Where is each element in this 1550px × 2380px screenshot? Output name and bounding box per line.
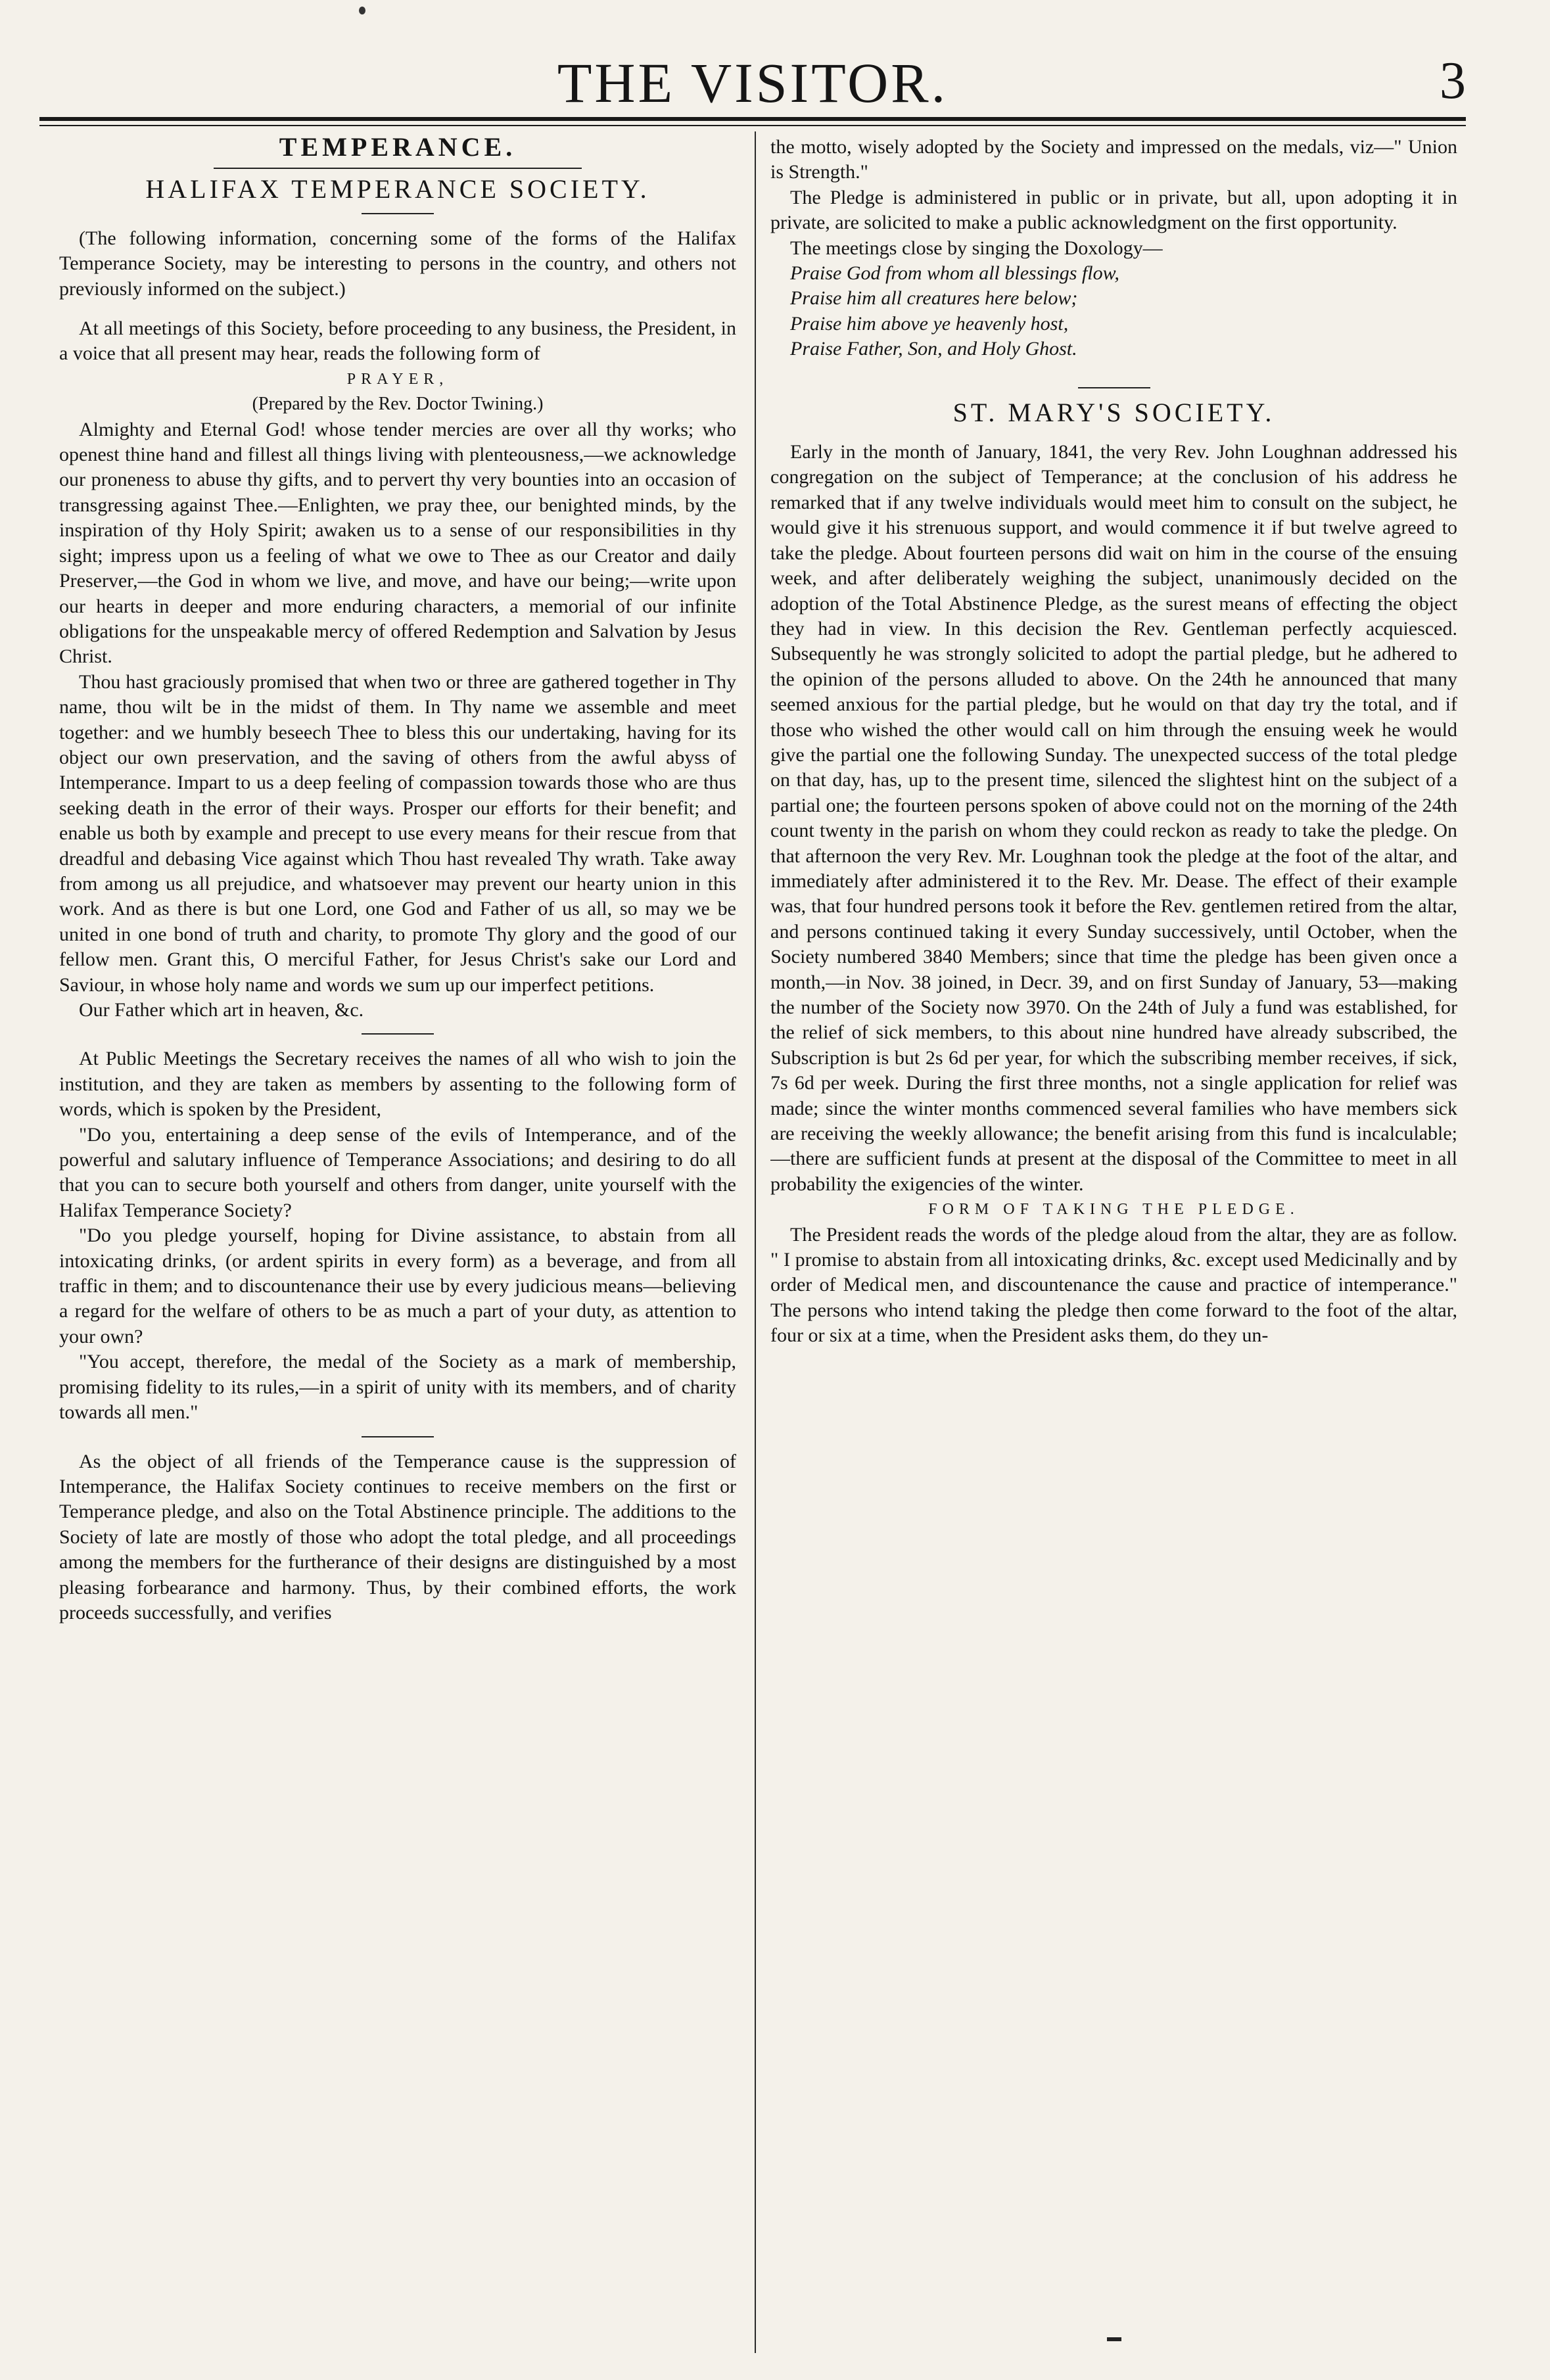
masthead [39, 45, 1466, 117]
pledge-question-3: "You accept, therefore, the medal of the Society as a mark of membership, promising fidelity to its rules,—in a spirit of unity with its members, and of charity towards all men." [59, 1351, 736, 1424]
doxology-line: Praise him all creatures here below; [790, 287, 1078, 310]
doxology-line: Praise him above ye heavenly host, [790, 312, 1069, 335]
spacer [770, 362, 1457, 377]
public-meetings-paragraph: At Public Meetings the Secretary receives the names of all who wish to join the institution, and they are taken as members by assenting to the following form of words, which is spoken by the President, [59, 1048, 736, 1121]
pledge-form-heading: FORM OF TAKING THE PLEDGE. [928, 1201, 1300, 1219]
short-rule [362, 213, 434, 214]
publication-title: THE VISITOR. [557, 51, 949, 114]
ink-speck [359, 7, 365, 14]
page-number: 3 [1440, 52, 1466, 110]
spacer [770, 425, 1457, 440]
footer-dash [1107, 2337, 1121, 2341]
prayer-heading: PRAYER, [346, 370, 449, 388]
pledge-question-2: "Do you pledge yourself, hoping for Divine assistance, to abstain from all intoxicating drinks, (or ardent spirits in every form) as a beverage, and from all traffic in them; and to discountenance their use by every judicious means—believing a regard for the welfare of others to be as much a part of your duty, as attention to your own? [59, 1225, 736, 1347]
column-divider [755, 131, 756, 2353]
prayer-paragraph-2: Thou hast graciously promised that when two or three are gathered together in Thy name, thou wilt be in the midst of them. In Thy name we assemble and meet together: and we humbly beseech Thee to bless this our undertaking, having for its object our own preservation, and the saving of others from the awful abyss of Intemperance. Impart to us a deep feeling of compassion towards those who are thus seeking death in the error of their ways. Prosper our efforts for their benefit; and enable us both by example and precept to use every means for their rescue from that dreadful and debasing Vice against which Thou hast revealed Thy wrath. Take away from among us all prejudice, and whatsoever may prevent our hearty union in this work. And as there is but one Lord, one God and Father of us all, so may we be united in one bond of truth and charity, to promote Thy glory and the good of our fellow men. Grant this, O merciful Father, for Jesus Christ's sake our Lord and Saviour, in whose holy name and words we sum up our imperfect petitions. [59, 670, 736, 996]
continuation-paragraph-2: The Pledge is administered in public or in private, but all, upon adopting it in private, are solicited to make a public acknowledgment on the first opportunity. [770, 186, 1457, 234]
continuation-paragraph-1: the motto, wisely adopted by the Society and impressed on the medals, viz—" Union is Strength." [770, 136, 1457, 183]
short-rule [362, 1033, 434, 1035]
short-rule [362, 1436, 434, 1437]
left-column [59, 135, 736, 2363]
masthead-rule-thin [39, 125, 1466, 126]
masthead-rule [39, 117, 1466, 121]
prayer-paragraph-1: Almighty and Eternal God! whose tender mercies are over all thy works; who openest thine hand and fillest all things living with plenteousness,—we acknowledge our proneness to abuse thy gifts, and to pervert thy very bounties into an occasion of transgressing against Thee.—Enlighten, we pray thee, our benighted minds, by the inspiration of thy Holy Spirit; awaken us to a sense of our responsibilities in thy sight; impress upon us a feeling of what we owe to Thee as our Creator and daily Preserver,—the God in whom we live, and move, and have our being;—write upon our hearts in deeper and more enduring characters, a memorial of our infinite obligations for the unspeakable mercy of offered Redemption and Salvation by Jesus Christ. [59, 418, 736, 668]
continuation-paragraph-3: The meetings close by singing the Doxology— [790, 237, 1163, 259]
prayer-paragraph-3: Our Father which art in heaven, &c. [79, 999, 364, 1021]
heading-rule [214, 168, 582, 169]
meetings-paragraph: At all meetings of this Society, before proceeding to any business, the President, in a voice that all present may hear, reads the following form of [59, 317, 736, 365]
doxology-line: Praise Father, Son, and Holy Ghost. [790, 338, 1077, 360]
society-heading: HALIFAX TEMPERANCE SOCIETY. [145, 174, 650, 204]
st-marys-heading: ST. MARY'S SOCIETY. [952, 397, 1275, 427]
right-column [770, 135, 1457, 2363]
object-paragraph: As the object of all friends of the Temperance cause is the suppression of Intemperance, the Halifax Society continues to receive members on the first or Temperance pledge, and also on the Total Abstinence principle. The additions to the Society of late are mostly of those who adopt the total pledge, and all proceedings among the members for the furtherance of their designs are distinguished by a most pleasing forbearance and harmony. Thus, by their combined efforts, the work proceeds successfully, and verifies [59, 1450, 736, 1623]
spacer [59, 302, 736, 316]
st-marys-paragraph: Early in the month of January, 1841, the very Rev. John Loughnan addressed his congregation on the subject of Temperance; at the conclusion of his address he remarked that if any twelve individuals would meet him to consult on the subject, he would give it his strenuous support, and would commence it if but twelve agreed to take the pledge. About fourteen persons did wait on him in the course of the ensuing week, and after deliberately weighing the subject, unanimously decided on the adoption of the Total Abstinence Pledge, as the surest means of effecting the object they had in view. In this decision the Rev. Gentleman perfectly acquiesced. Subsequently he was strongly solicited to adopt the partial pledge, but he adhered to the opinion of the persons alluded to above. On the 24th he announced that many seemed anxious for the partial pledge, but he would on that day try the total, and if those who wished the other would call on him through the ensuing week he would give the partial one the following Sunday. The unexpected success of the total pledge on that day, has, up to the present time, silenced the slightest hint on the subject of a partial one; the fourteen persons spoken of above could not on the morning of the 24th count twenty in the parish on whom they could reckon as ready to take the pledge. On that afternoon the very Rev. Mr. Loughnan took the pledge at the foot of the altar, and immediately after administered it to the Rev. Mr. Dease. The effect of their example was, that four hundred persons took it before the Rev. gentlemen retired from the altar, and persons continued taking it every Sunday successively, until October, when the Society numbered 3840 Members; since that time the pledge has been given once a month,—in Nov. 38 joined, in Decr. 39, and on first Sunday of January, 53—making the number of the Society now 3970. On the 24th of July a fund was established, for the relief of sick members, to this about nine hundred have already subscribed, the Subscription is but 2s 6d per year, for which the subscribing member receives, if sick, 7s 6d per week. During the first three months, not a single application for relief was made; since the winter months commenced several families who have members sick are receiving the weekly allowance; the benefit arising from this fund is incalculable;—there are sufficient funds at present at the disposal of the Committee to meet in all probability the exigencies of the winter. [770, 441, 1457, 1195]
doxology-line: Praise God from whom all blessings flow, [790, 262, 1119, 285]
pledge-form-paragraph: The President reads the words of the pledge aloud from the altar, they are as follow. " I promise to abstain from all intoxicating drinks, &c. except used Medicinally and by order of Medical men, and discountenance the cause and practice of intemperance." The persons who intend taking the pledge then come forward to the foot of the altar, four or six at a time, when the President asks them, do they un- [770, 1223, 1457, 1347]
short-rule [1078, 387, 1150, 388]
intro-paragraph: (The following information, concerning some of the forms of the Halifax Temperance Society, may be interesting to persons in the country, and others not previously informed on the subject.) [59, 227, 736, 300]
prayer-caption: (Prepared by the Rev. Doctor Twining.) [252, 394, 544, 415]
pledge-question-1: "Do you, entertaining a deep sense of the evils of Intemperance, and of the powerful and salutary influence of Temperance Associations; and desiring to do all that you can to secure both yourself and others from danger, unite yourself with the Halifax Temperance Society? [59, 1123, 736, 1221]
section-heading-temperance: TEMPERANCE. [279, 135, 517, 162]
